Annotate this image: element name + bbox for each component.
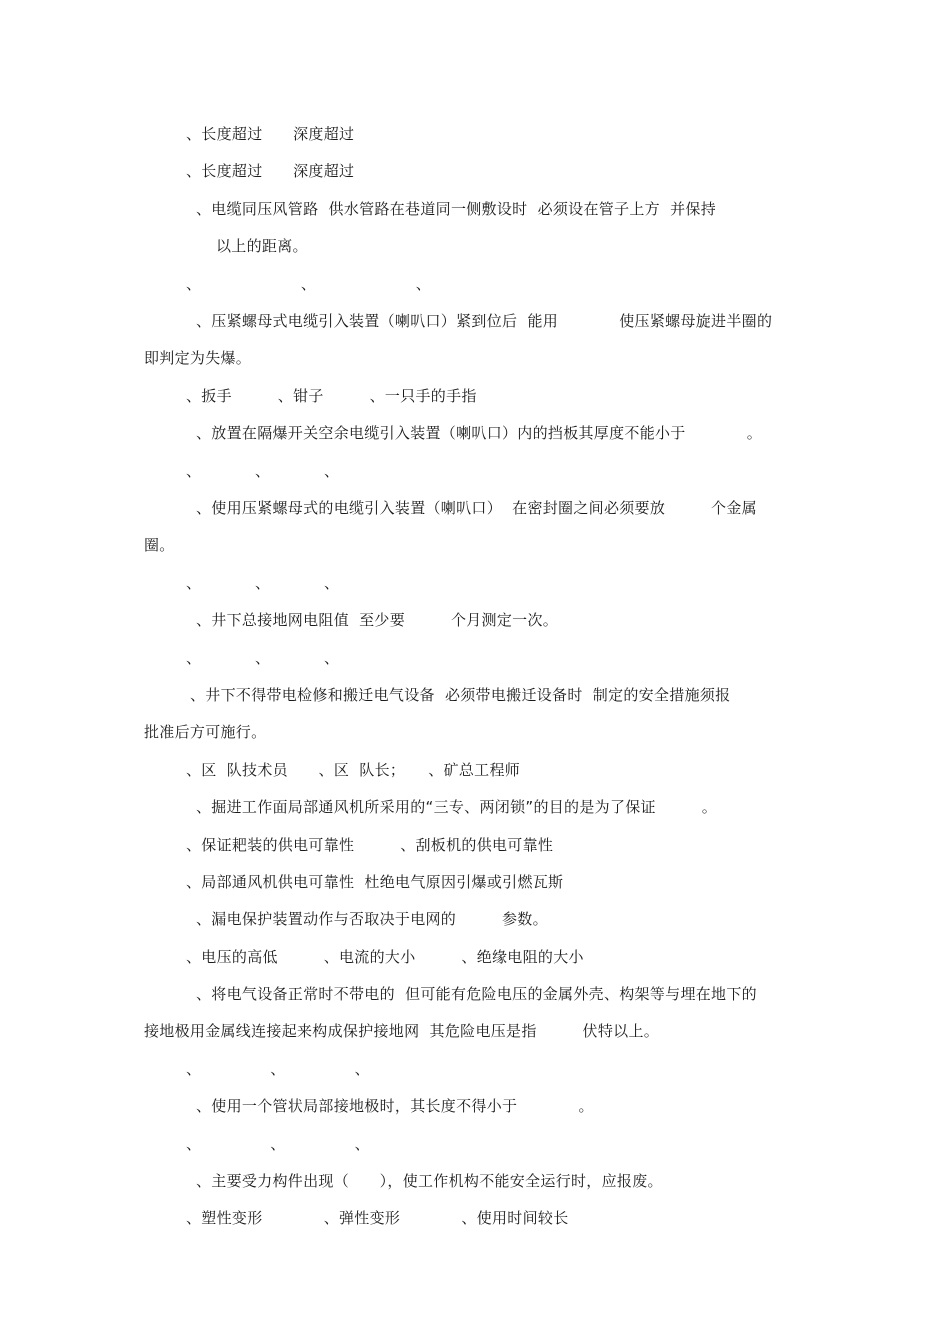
text-line: 、长度超过 深度超过 [186, 125, 355, 143]
text-line: 、长度超过 深度超过 [186, 162, 355, 180]
text-line: 、 、 、 [186, 574, 340, 592]
text-line: 、漏电保护装置动作与否取决于电网的 参数。 [196, 910, 548, 928]
text-line: 、 、 、 [186, 649, 340, 667]
text-line: 、掘进工作面局部通风机所采用的“三专、两闭锁”的目的是为了保证 。 [196, 798, 718, 816]
text-line: 以上的距离。 [216, 237, 308, 255]
text-line: 、使用压紧螺母式的电缆引入装置（喇叭口） 在密封圈之间必须要放 个金属 [196, 499, 757, 517]
text-line: 、压紧螺母式电缆引入装置（喇叭口）紧到位后 能用 使压紧螺母旋进半圈的 [196, 312, 773, 330]
text-line: 、 、 、 [186, 1135, 370, 1153]
text-line: 、将电气设备正常时不带电的 但可能有危险电压的金属外壳、构架等与埋在地下的 [196, 985, 757, 1003]
text-line: 、局部通风机供电可靠性 杜绝电气原因引爆或引燃瓦斯 [186, 873, 564, 891]
text-line: 、塑性变形 、弹性变形 、使用时间较长 [186, 1209, 569, 1227]
text-line: 、 、 、 [186, 275, 432, 293]
text-line: 、井下不得带电检修和搬迁电气设备 必须带电搬迁设备时 制定的安全措施须报 [190, 686, 731, 704]
text-line: 、 、 、 [186, 462, 340, 480]
text-line: 、井下总接地网电阻值 至少要 个月测定一次。 [196, 611, 559, 629]
text-line: 、电压的高低 、电流的大小 、绝缘电阻的大小 [186, 948, 584, 966]
text-line: 、电缆同压风管路 供水管路在巷道同一侧敷设时 必须设在管子上方 并保持 [196, 200, 717, 218]
text-line: 、 、 、 [186, 1060, 370, 1078]
text-line: 、保证耙装的供电可靠性 、刮板机的供电可靠性 [186, 836, 554, 854]
text-line: 、使用一个管状局部接地极时，其长度不得小于 。 [196, 1097, 594, 1115]
text-line: 、扳手 、钳子 、一只手的手指 [186, 387, 477, 405]
text-line: 即判定为失爆。 [144, 349, 252, 367]
text-line: 接地极用金属线连接起来构成保护接地网 其危险电压是指 伏特以上。 [144, 1022, 660, 1040]
text-line: 圈。 [144, 536, 175, 554]
text-line: 、主要受力构件出现（ ），使工作机构不能安全运行时，应报废。 [196, 1172, 663, 1190]
text-line: 批准后方可施行。 [144, 723, 267, 741]
text-line: 、区 队技术员 、区 队长； 、矿总工程师 [186, 761, 521, 779]
text-line: 、放置在隔爆开关空余电缆引入装置（喇叭口）内的挡板其厚度不能小于 。 [196, 424, 763, 442]
